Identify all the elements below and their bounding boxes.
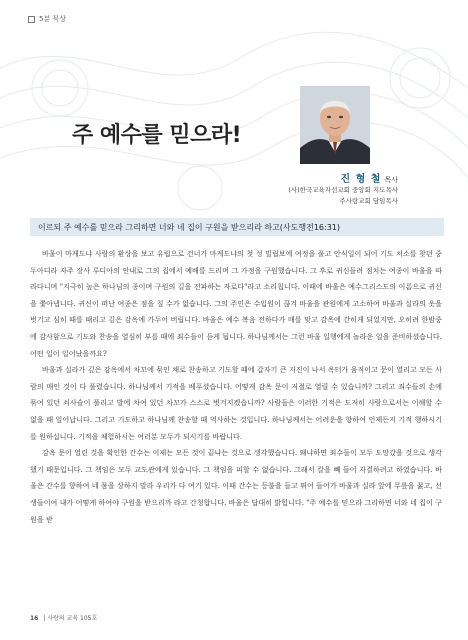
author-portrait-image xyxy=(300,86,370,164)
author-affiliation-2: 주사랑교회 담임목사 xyxy=(339,197,398,205)
body-paragraph: 바울이 마게도냐 사람의 환상을 보고 유럽으로 건너가 마게도냐의 첫 성 빌립보에 여정을 풀고 안식일이 되어 기도 처소를 찾던 중 두아디라 자주 장사 루디아의 안내로 그의 집에서 예배를 드리며 그 가정을 구원했습니다. 그 후로 귀신들려 점치는 여종이 바울을 따라다니며 "지극히 높은 하나님의 종이며 구원의 길을 전파하는 자로다"라고 소리칩니다. 이때에 바울은 예수그리스도의 이름으로 귀신을 쫓아냅니다. 귀신이 떠난 여종은 점을 칠 수가 없습니다. 그의 주인은 수입원이 끊겨 바울을 관원에게 고소하여 바울과 실라의 옷을 벗기고 심히 때를 때리고 깊은 감옥에 가두어 버립니다. 바울은 예수 복음 전하다가 매를 맞고 감옥에 간히게 되었지만, 오히려 한밤중에 감사함으로 기도와 찬송을 열심히 부를 때에 죄수들이 듣게 됩니다. 하나님께서는 그런 바울 일행에게 놀라운 일을 준비하셨습니다. 어떤 일이 일어났을까요? xyxy=(30,249,442,358)
author-photo xyxy=(300,86,370,164)
key-verse: 이르되 주 예수를 믿으라 그리하면 너와 네 집이 구원을 받으리라 하고(사도행전16:31) xyxy=(38,222,341,232)
footer-separator: | xyxy=(43,615,46,622)
author-role: 목사 xyxy=(384,176,398,184)
page-footer xyxy=(30,613,97,622)
page-number: 16 xyxy=(30,615,39,622)
author-info xyxy=(288,170,398,207)
running-head xyxy=(28,14,66,24)
author-name-line xyxy=(288,170,398,185)
author-name: 진 형 철 xyxy=(340,174,382,185)
author-affiliation-1: (사)한국교육자선교회 중앙회 지도목사 xyxy=(288,186,398,194)
key-verse-box xyxy=(30,218,444,236)
article-body xyxy=(30,246,442,528)
publication-name: 사랑의 교육 105호 xyxy=(47,615,98,622)
square-bullet-icon xyxy=(28,16,35,23)
body-paragraph: 바울과 실라가 깊은 감옥에서 차꼬에 묶인 채로 찬송하고 기도할 때에 갑자기 큰 지진이 나서 옥터가 움직이고 문이 열리고 모든 사람의 매인 것이 다 풀렸습니다. 하나님께서 기적을 베푸셨습니다. 어떻게 감옥 문이 저절로 열릴 수 있습니까? 그리고 죄수들의 손에 묶여 있던 쇠사슬이 풀리고 발에 차여 있던 차꼬가 스스로 벗겨지겠습니까? 사람들은 이러한 기적은 도저히 사람으로서는 이해할 수 없을 때 일어납니다. 그리고 기도하고 하나님께 찬송할 때 역사하는 것입니다. 하나님께서는 어려운을 향하여 언제든지 기적 행하시기를 원하십니다. 기적을 체험하시는 여러분 모두가 되시기를 바랍니다. xyxy=(30,365,442,441)
article-title: 주 예수를 믿으라! xyxy=(72,123,242,148)
body-paragraph: 감옥 문이 열린 것을 확인한 간수는 이제는 모든 것이 끝나는 것으로 생각했습니다. 왜냐하면 죄수들이 모두 도망갔을 것으로 생각했기 때문입니다. 그 책임은 모두 교도관에게 있습니다. 그 책임을 피할 수 없습니다. 그래서 칼을 빼 들어 자결하려고 하였습니다. 바울은 간수를 향하여 네 몸을 상하지 말라 우리가 다 여기 있다. 이때 간수는 등불을 들고 뛰어 들어가 바울과 실라 앞에 무릎을 꿇고, 선생들이여 내가 어떻게 하여야 구원을 받으리까 라고 간청합니다. 바울은 답대히 밝힙니다. "주 예수를 믿으라 그리하면 너와 네 집이 구원을 받 xyxy=(30,448,442,524)
running-head-label: 5분 묵상 xyxy=(39,15,66,23)
